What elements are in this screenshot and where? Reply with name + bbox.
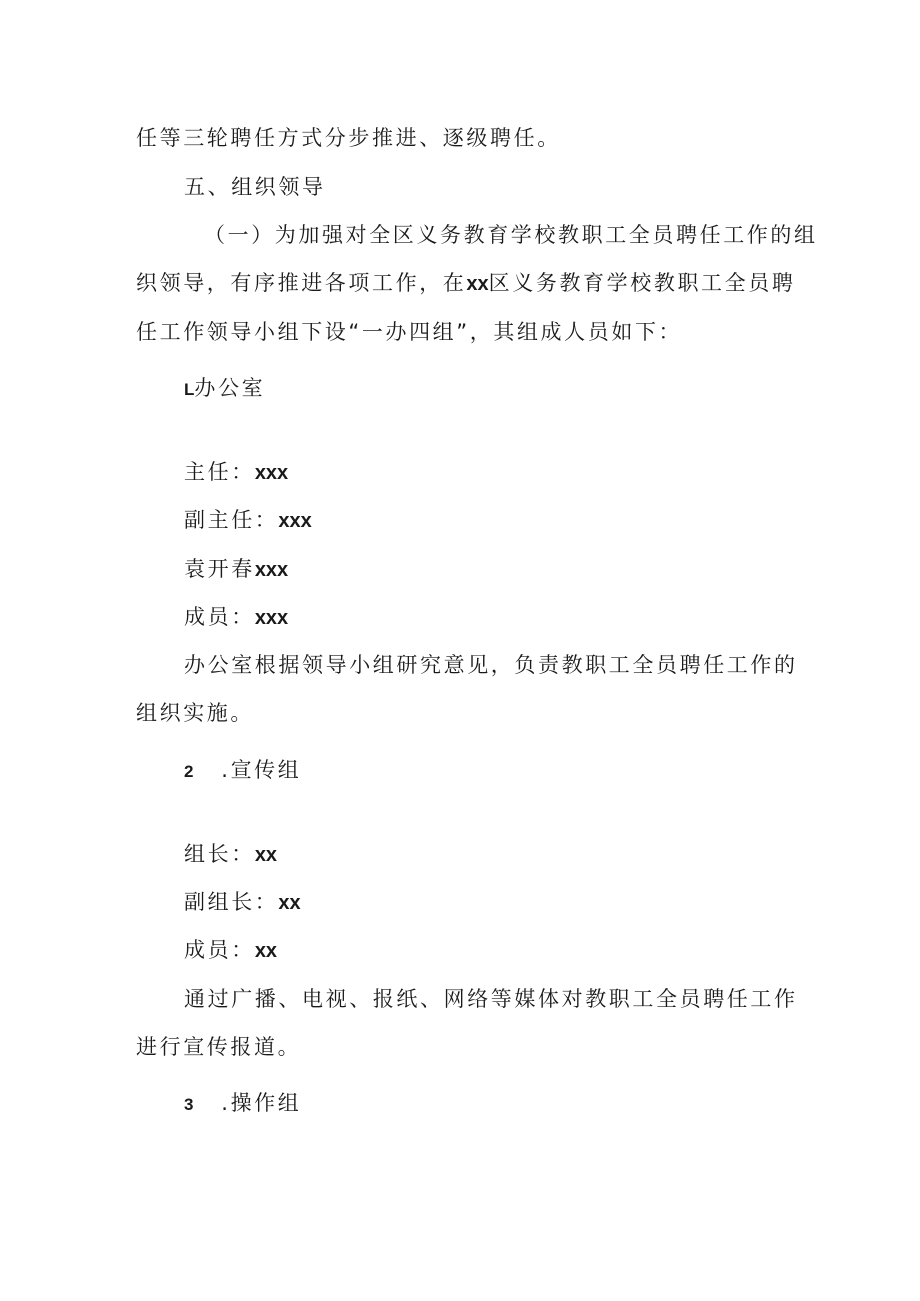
publicity-deputy-leader <box>184 888 301 917</box>
role-value: xxx <box>254 559 289 581</box>
subsection-title: 办公室 <box>194 376 266 400</box>
role-label: 主任： <box>184 460 255 484</box>
subsection-heading-publicity <box>184 756 301 786</box>
paragraph-line: 任工作领导小组下设“一办四组”，其组成人员如下： <box>136 320 683 344</box>
subsection-title: .操作组 <box>221 1091 302 1115</box>
office-director <box>184 458 288 487</box>
list-number: L <box>184 380 195 399</box>
placeholder-text: xx <box>466 273 489 295</box>
subsection-title: .宣传组 <box>221 758 302 782</box>
paragraph-line: （一）为加强对全区义务教育学校教职工全员聘任工作的组 <box>204 223 818 247</box>
paragraph-line <box>136 269 795 298</box>
role-label: 袁开春 <box>184 557 255 581</box>
role-value: xx <box>254 940 278 962</box>
role-value: xx <box>254 844 278 866</box>
paragraph-line: 进行宣传报道。 <box>136 1035 302 1059</box>
subsection-heading-operations <box>184 1089 301 1119</box>
paragraph-line: 办公室根据领导小组研究意见，负责教职工全员聘任工作的 <box>184 653 798 677</box>
section-heading: 五、组织领导 <box>184 175 326 199</box>
role-label: 成员： <box>184 605 255 629</box>
subsection-heading-office <box>184 374 265 404</box>
role-label: 成员： <box>184 938 255 962</box>
office-deputy-director <box>184 506 312 535</box>
paragraph-line: 组织实施。 <box>136 701 254 725</box>
paragraph-line: 通过广播、电视、报纸、网络等媒体对教职工全员聘任工作 <box>184 987 798 1011</box>
role-label: 副组长： <box>184 890 279 914</box>
publicity-members <box>184 936 277 965</box>
role-value: xxx <box>254 462 289 484</box>
text-span: 区义务教育学校教职工全员聘 <box>488 271 796 295</box>
publicity-leader <box>184 840 277 869</box>
office-named-member <box>184 555 288 584</box>
role-label: 组长： <box>184 842 255 866</box>
role-value: xxx <box>278 510 312 532</box>
role-value: xxx <box>254 607 289 629</box>
text-span: 织领导，有序推进各项工作，在 <box>136 271 467 295</box>
role-value: xx <box>278 892 301 914</box>
paragraph-line: 任等三轮聘任方式分步推进、逐级聘任。 <box>136 126 561 150</box>
role-label: 副主任： <box>184 508 279 532</box>
list-number: 3 <box>184 1095 194 1114</box>
list-number: 2 <box>184 762 194 781</box>
office-members <box>184 603 288 632</box>
